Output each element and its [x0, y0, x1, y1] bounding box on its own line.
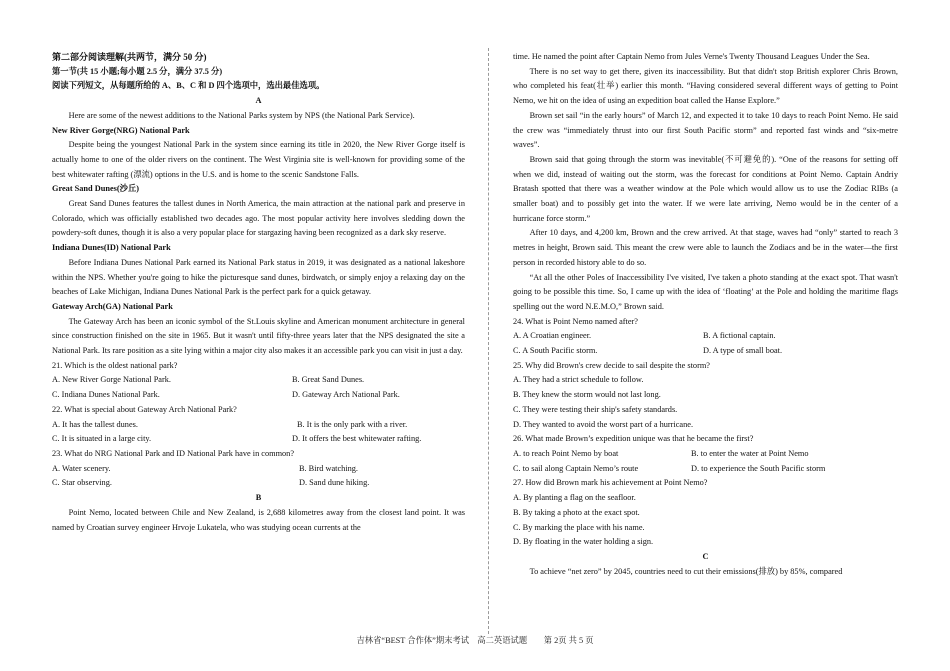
- passage-b-label: B: [255, 493, 262, 503]
- passage-b-paragraph-5: After 10 days, and 4,200 km, Brown and the crew arrived. At that stage, waves had “only” started to reach 3 metres in height, Brown said. This meant the crew were able to launch the Zodiacs and be in the water—the first person in recorded history able to do so.: [513, 228, 898, 267]
- park-heading-indiana: Indiana Dunes(ID) National Park: [52, 243, 171, 253]
- option-26-b: B. to enter the water at Point Nemo: [691, 448, 809, 458]
- section-instructions-2: 阅读下列短文，从每题所给的 A、B、C 和 D 四个选项中，选出最佳选项。: [52, 81, 325, 91]
- left-column: [52, 50, 465, 535]
- option-21-d: D. Gateway Arch National Park.: [292, 390, 400, 400]
- question-24-options-row1: [513, 329, 898, 344]
- question-21: 21. Which is the oldest national park?: [52, 360, 178, 370]
- park-heading-nrg: New River Gorge(NRG) National Park: [52, 125, 190, 135]
- option-23-a: A. Water scenery.: [52, 463, 111, 473]
- option-27-c: C. By marking the place with his name.: [513, 522, 645, 532]
- option-24-b: B. A fictional captain.: [703, 331, 776, 341]
- question-22-options-row2: [52, 432, 465, 447]
- park-text-gateway: The Gateway Arch has been an iconic symbol of the St.Louis skyline and American monument architecture in general since construction finished on the site in 1965. But it wasn't until fifty-three years later that the NPS designated the site a National Park. Its rare position as a site lying within a major city also makes it an accessible park you can visit in just a day.: [52, 316, 465, 356]
- passage-b-paragraph-1: Point Nemo, located between Chile and New Zealand, is 2,688 kilometres away from the closest land point. It was named by Croatian survey engineer Hrvoje Lukatela, who was studying ocean currents at the: [52, 507, 465, 532]
- option-26-c: C. to sail along Captain Nemo’s route: [513, 463, 639, 473]
- option-23-d: D. Sand dune hiking.: [299, 478, 370, 488]
- question-26-options-row2: [513, 462, 898, 477]
- question-26-options-row1: [513, 447, 898, 462]
- page-footer: 吉林省“BEST 合作体”期末考试 高二英语试题 第 2页 共 5 页: [356, 636, 594, 645]
- passage-a-intro: Here are some of the newest additions to the National Parks system by NPS (the National Park Service).: [68, 110, 415, 120]
- option-25-a: A. They had a strict schedule to follow.: [513, 375, 644, 385]
- right-column: [513, 50, 898, 579]
- question-25: 25. Why did Brown's crew decide to sail despite the storm?: [513, 360, 710, 370]
- passage-b-paragraph-1-cont: time. He named the point after Captain Nemo from Jules Verne's Twenty Thousand Leagues Under the Sea.: [513, 52, 870, 61]
- option-25-b: B. They knew the storm would not last long.: [513, 390, 661, 400]
- option-24-d: D. A type of small boat.: [703, 346, 783, 356]
- option-27-b: B. By taking a photo at the exact spot.: [513, 507, 640, 517]
- option-23-b: B. Bird watching.: [299, 463, 358, 473]
- question-21-options-row1: [52, 373, 465, 388]
- option-24-c: C. A South Pacific storm.: [513, 346, 598, 356]
- passage-a-label: A: [255, 96, 262, 106]
- option-21-b: B. Great Sand Dunes.: [292, 375, 365, 385]
- passage-b-paragraph-4: Brown said that going through the storm was inevitable(不可避免的). “One of the reasons for setting off when we did, instead of waiting out the storm, was the forecast for conditions at Point Nemo. Captain Andriy Bratash spotted that there was a weather window at the Pole which would allow us to use the Zodiac RIBs (a smaller boat) and to possibly get into the water. If we were late arriving, Nemo would be in the center of a hurricane force storm.”: [513, 154, 898, 223]
- question-22-options-row1: [52, 418, 465, 433]
- option-26-a: A. to reach Point Nemo by boat: [513, 448, 619, 458]
- park-text-indiana: Before Indiana Dunes National Park earned its National Park status in 2019, it was designated as a national lakeshore within the NPS. Whether you're going to hike the picturesque sand dunes, birdwatch, or simply enjoy a relaxing day on the beaches of Lake Michigan, Indiana Dunes National Park is the perfect park for a quick getaway.: [52, 257, 465, 297]
- question-26: 26. What made Brown’s expedition unique was that he became the first?: [513, 434, 754, 444]
- passage-b-paragraph-3: Brown set sail “in the early hours” of March 12, and expected it to take 10 days to reach Point Nemo. He said the crew was “immediately thrust into our first South Pacific storm” and reported fast winds and “six-metre waves”.: [513, 110, 898, 150]
- option-22-a: A. It has the tallest dunes.: [52, 419, 138, 429]
- question-23-options-row2: [52, 476, 465, 491]
- option-22-b: B. It is the only park with a river.: [297, 419, 408, 429]
- question-23: 23. What do NRG National Park and ID National Park have in common?: [52, 448, 295, 458]
- option-24-a: A. A Croatian engineer.: [513, 331, 592, 341]
- park-text-dunes: Great Sand Dunes features the tallest dunes in North America, the main attraction at the national park and preserve in Colorado, which was officially established two decades ago. The most popular activity here involves sledding down the powdery-soft dunes, though it is also a very popular place for stargazing having been recognized as a dark sky reserve.: [52, 199, 465, 238]
- option-21-c: C. Indiana Dunes National Park.: [52, 390, 160, 400]
- question-27: 27. How did Brown mark his achievement at Point Nemo?: [513, 478, 708, 488]
- option-25-c: C. They were testing their ship's safety standards.: [513, 404, 678, 414]
- option-27-d: D. By floating in the water holding a sign.: [513, 537, 654, 547]
- park-heading-gateway: Gateway Arch(GA) National Park: [52, 301, 173, 311]
- option-22-c: C. It is situated in a large city.: [52, 434, 152, 444]
- passage-c-paragraph-1: To achieve “net zero” by 2045, countries need to cut their emissions(排放) by 85%, compared: [529, 566, 843, 576]
- question-22: 22. What is special about Gateway Arch National Park?: [52, 404, 237, 414]
- column-divider: [488, 48, 489, 634]
- option-23-c: C. Star observing.: [52, 478, 112, 488]
- park-heading-dunes: Great Sand Dunes(沙丘): [52, 184, 139, 194]
- section-title: 第二部分阅读理解(共两节，满分 50 分): [52, 52, 207, 62]
- option-27-a: A. By planting a flag on the seafloor.: [513, 493, 636, 503]
- question-21-options-row2: [52, 388, 465, 403]
- section-instructions-1: 第一节(共 15 小题;每小题 2.5 分，满分 37.5 分): [52, 66, 223, 76]
- question-24: 24. What is Point Nemo named after?: [513, 316, 638, 326]
- option-25-d: D. They wanted to avoid the worst part of a hurricane.: [513, 419, 694, 429]
- passage-b-paragraph-6: “At all the other Poles of Inaccessibility I've visited, I've taken a photo standing at the exact spot. That wasn't going to be possible this time. So, I came up with the idea of ‘floating’ at the Pole and holding the maritime flags spelling out the word N.E.M.O,” Brown said.: [513, 272, 898, 311]
- question-23-options-row1: [52, 462, 465, 477]
- passage-b-paragraph-2: There is no set way to get there, given its inaccessibility. But that didn't stop British explorer Chris Brown, who completed his feat(壮举) earlier this month. “Having considered several different ways of getting to Point Nemo, we hit on the idea of using an expedition boat called the Hanse Explore.”: [513, 66, 898, 106]
- park-text-nrg: Despite being the youngest National Park in the system since earning its title in 2020, the New River Gorge itself is actually home to one of the older rivers on the continent. The West Virginia site is well-known for providing some of the best whitewater rafting (漂流) options in the U.S. and is home to the scenic Sandstone Falls.: [52, 140, 465, 179]
- option-21-a: A. New River Gorge National Park.: [52, 375, 171, 385]
- option-22-d: D. It offers the best whitewater rafting.: [292, 434, 422, 444]
- passage-c-label: C: [702, 551, 709, 561]
- option-26-d: D. to experience the South Pacific storm: [691, 463, 826, 473]
- question-24-options-row2: [513, 344, 898, 359]
